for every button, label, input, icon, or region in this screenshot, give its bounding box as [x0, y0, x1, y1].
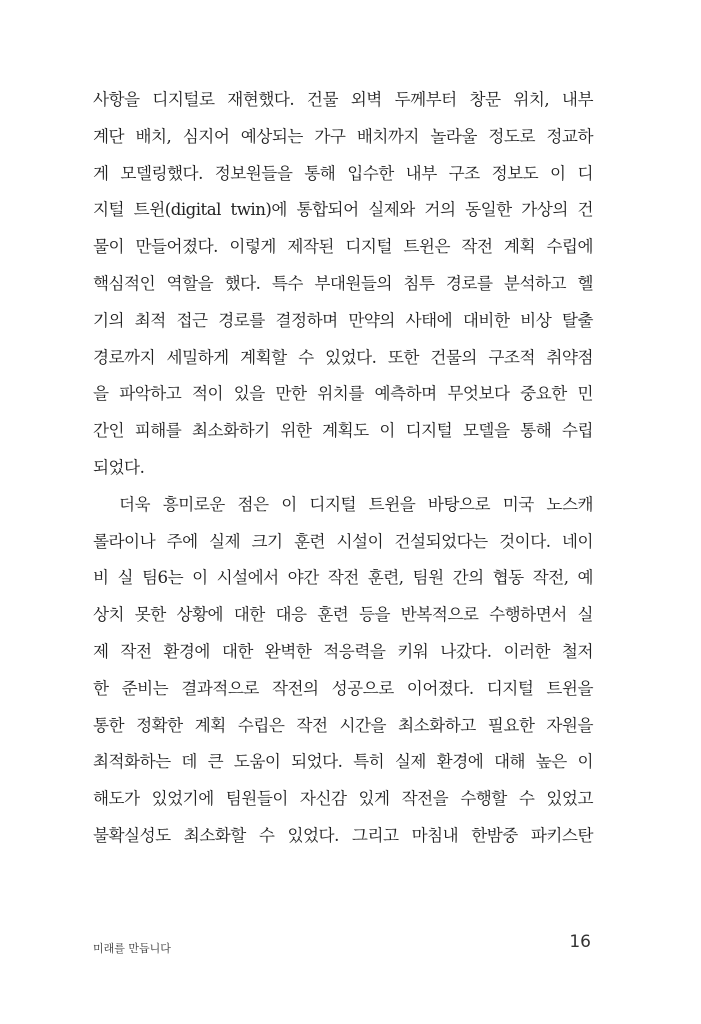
text-line: 불확실성도 최소화할 수 있었다. 그리고 마침내 한밤중 파키스탄 [93, 825, 593, 845]
body-text [93, 82, 593, 855]
text-line: 해도가 있었기에 팀원들이 자신감 있게 작전을 수행할 수 있었고 [93, 789, 593, 809]
text-line: 최적화하는 데 큰 도움이 되었다. 특히 실제 환경에 대해 높은 이 [93, 752, 593, 772]
text-line: 경로까지 세밀하게 계획할 수 있었다. 또한 건물의 구조적 취약점 [93, 347, 593, 367]
text-line: 핵심적인 역할을 했다. 특수 부대원들의 침투 경로를 분석하고 헬 [93, 273, 593, 293]
text-line: 통한 정확한 계획 수립은 작전 시간을 최소화하고 필요한 자원을 [93, 715, 593, 735]
paragraph-first-line: 더욱 흥미로운 점은 이 디지털 트윈을 바탕으로 미국 노스캐 [119, 494, 593, 514]
page-number: 16 [569, 932, 591, 952]
text-line: 제 작전 환경에 대한 완벽한 적응력을 키워 나갔다. 이러한 철저 [93, 641, 593, 661]
text-line: 상치 못한 상황에 대한 대응 훈련 등을 반복적으로 수행하면서 실 [93, 605, 593, 625]
text-line: 되었다. [93, 457, 145, 477]
text-line: 계단 배치, 심지어 예상되는 가구 배치까지 놀라울 정도로 정교하 [93, 126, 593, 146]
text-line: 비 실 팀6는 이 시설에서 야간 작전 훈련, 팀원 간의 협동 작전, 예 [93, 568, 593, 588]
text-line: 사항을 디지털로 재현했다. 건물 외벽 두께부터 창문 위치, 내부 [93, 90, 593, 109]
text-line: 기의 최적 접근 경로를 결정하며 만약의 사태에 대비한 비상 탈출 [93, 310, 593, 330]
text-line: 롤라이나 주에 실제 크기 훈련 시설이 건설되었다는 것이다. 네이 [93, 531, 593, 551]
text-line: 을 파악하고 적이 있을 만한 위치를 예측하며 무엇보다 중요한 민 [93, 384, 593, 404]
text-line: 물이 만들어졌다. 이렇게 제작된 디지털 트윈은 작전 계획 수립에 [93, 237, 593, 257]
text-line: 한 준비는 결과적으로 작전의 성공으로 이어졌다. 디지털 트윈을 [93, 678, 593, 698]
text-line: 간인 피해를 최소화하기 위한 계획도 이 디지털 모델을 통해 수립 [93, 421, 593, 441]
text-line: 지털 트윈(digital twin)에 통합되어 실제와 거의 동일한 가상의 건 [93, 200, 593, 220]
text-line: 게 모델링했다. 정보원들을 통해 입수한 내부 구조 정보도 이 디 [93, 163, 593, 183]
book-title-footer: 미래를 만듭니다 [93, 942, 171, 955]
